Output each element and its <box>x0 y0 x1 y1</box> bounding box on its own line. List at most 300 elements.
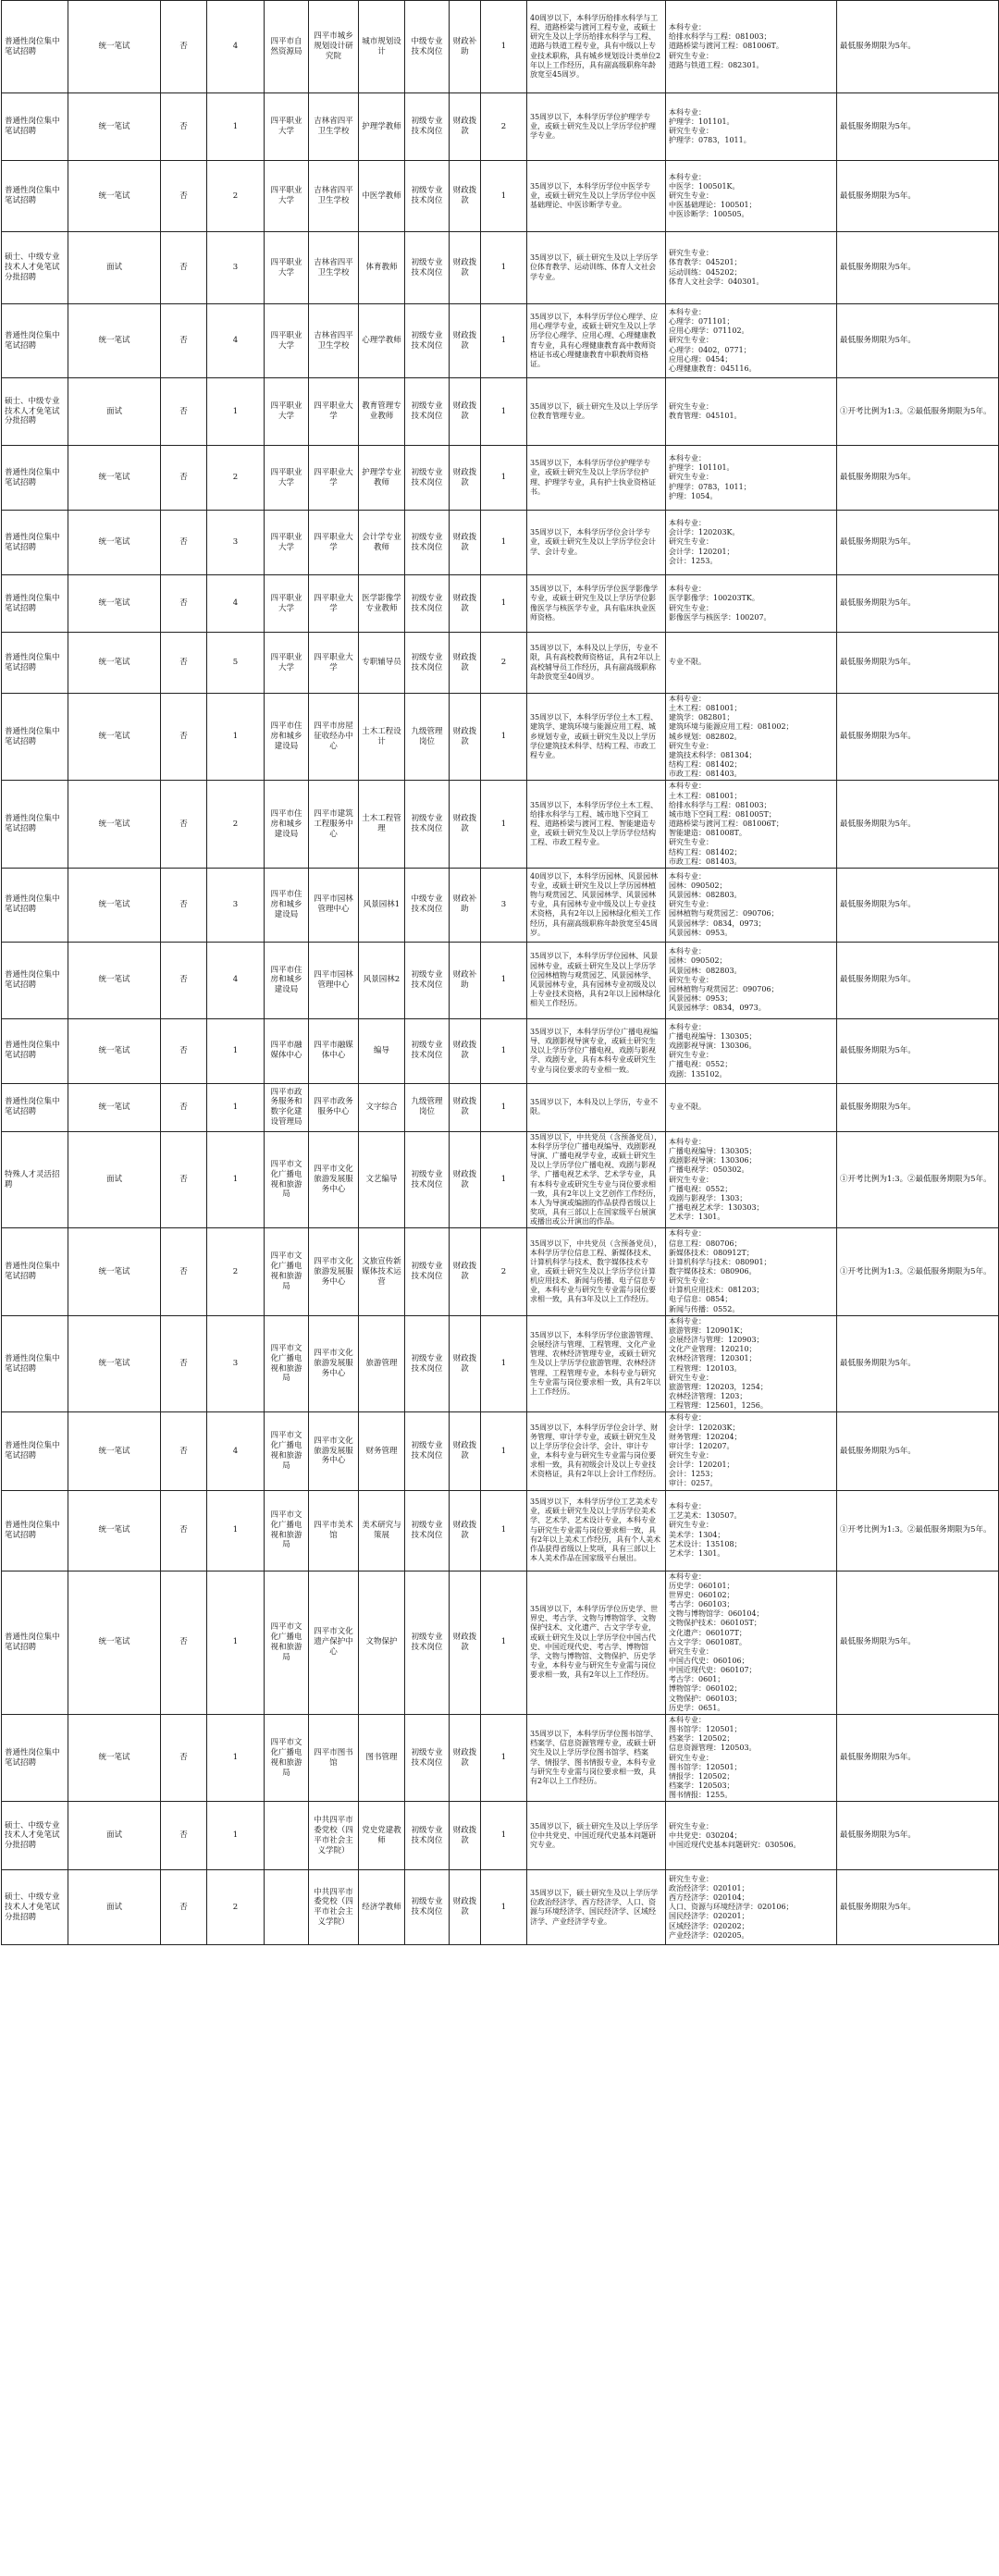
cell-requirements <box>527 1412 666 1490</box>
cell-post-name-text: 旅游管理 <box>365 1359 398 1369</box>
cell-requirements-text: 40周岁以下，本科学历园林、风景园林专业，或硕士研究生及以上学历园林植物与观赏园艺、风景园林学、风景园林专业，具有园林专业中级及以上专业技术资格，具有2年以上园林绿化相关工作经历，具有副高级职称年龄放宽至45周岁。 <box>530 871 661 937</box>
table-row <box>2 93 999 161</box>
cell-post-name-text: 风景园林2 <box>363 975 401 985</box>
table-row <box>2 1571 999 1714</box>
cell-post-number <box>207 1870 265 1945</box>
cell-unit-text: 吉林省四平卫生学校 <box>314 186 353 205</box>
cell-unit <box>309 446 359 511</box>
cell-majors-text: 本科专业： 土木工程：081001； 建筑学：082801； 建筑环境与能源应用工程：081002； 城乡规划：082802。 研究生专业： 建筑技术科学：081304； 结构工程：081402； 市政工程：081403。 <box>669 695 794 779</box>
cell-majors <box>666 1571 837 1714</box>
cell-exam-type <box>68 93 161 161</box>
cell-remote-area <box>161 378 207 446</box>
cell-post-name-text: 财务管理 <box>365 1446 398 1456</box>
cell-majors <box>666 781 837 868</box>
cell-funding <box>450 511 481 575</box>
cell-unit <box>309 1490 359 1571</box>
table-row <box>2 446 999 511</box>
cell-department-text: 四平职业大学 <box>270 593 302 613</box>
cell-recruit-mode <box>2 1315 68 1412</box>
cell-unit <box>309 1228 359 1315</box>
cell-recruit-mode <box>2 1802 68 1870</box>
cell-requirements <box>527 633 666 694</box>
cell-post-number <box>207 633 265 694</box>
cell-notes <box>837 1228 999 1315</box>
cell-funding <box>450 304 481 378</box>
cell-post-level-text: 初级专业技术岗位 <box>411 401 443 421</box>
cell-recruit-mode <box>2 1 68 93</box>
cell-headcount-text: 1 <box>500 263 507 273</box>
cell-recruit-mode-text: 普通性岗位集中笔试招聘 <box>5 1520 60 1540</box>
cell-unit-text: 四平市园林管理中心 <box>314 894 353 915</box>
cell-remote-area-text: 否 <box>179 1102 188 1112</box>
cell-majors <box>666 694 837 781</box>
cell-remote-area <box>161 1018 207 1083</box>
cell-remote-area <box>161 1315 207 1412</box>
cell-majors <box>666 378 837 446</box>
cell-requirements <box>527 1802 666 1870</box>
cell-requirements <box>527 1315 666 1412</box>
cell-post-name-text: 经济学教师 <box>362 1902 401 1912</box>
cell-unit <box>309 161 359 232</box>
table-row <box>2 1714 999 1801</box>
cell-post-name-text: 土木工程管理 <box>362 814 401 834</box>
cell-majors <box>666 633 837 694</box>
cell-headcount-text: 2 <box>500 1266 507 1276</box>
cell-funding <box>450 1571 481 1714</box>
cell-funding-text: 财政拨款 <box>452 1441 477 1461</box>
cell-notes <box>837 1 999 93</box>
table-row <box>2 1802 999 1870</box>
cell-remote-area-text: 否 <box>179 1175 188 1185</box>
cell-department-text: 四平市住房和城乡建设局 <box>270 808 302 839</box>
cell-post-name-text: 中医学教师 <box>362 191 401 201</box>
cell-exam-type <box>68 1083 161 1131</box>
cell-requirements-text: 35周岁以下，本科学历学位土木工程、建筑学、建筑环境与能源应用工程、城乡规划专业，或硕士研究生及以上学历学位建筑技术科学、结构工程、市政工程专业。 <box>530 713 659 759</box>
cell-post-name-text: 图书管理 <box>365 1753 398 1763</box>
cell-remote-area-text: 否 <box>179 537 188 548</box>
cell-exam-type-text: 统一笔试 <box>98 121 130 131</box>
cell-headcount <box>481 378 527 446</box>
cell-post-level <box>405 1571 450 1714</box>
cell-requirements-text: 35周岁以下，本科学历学位中医学专业，或硕士研究生及以上学历学位中医基础理论、中医诊断学专业。 <box>530 181 656 210</box>
cell-remote-area <box>161 868 207 942</box>
cell-majors-text: 专业不限。 <box>669 658 706 667</box>
cell-unit-text: 吉林省四平卫生学校 <box>314 117 353 136</box>
cell-unit-text: 四平市图书馆 <box>314 1747 353 1768</box>
cell-recruit-mode-text: 特殊人才灵活招聘 <box>5 1169 60 1189</box>
cell-post-name <box>359 1571 405 1714</box>
cell-department-text: 四平职业大学 <box>270 401 302 421</box>
cell-majors <box>666 1870 837 1945</box>
cell-requirements-text: 35周岁以下，本科学历学位护理学专业，或硕士研究生及以上学历学位护理、护理学专业，具有护士执业资格证书。 <box>530 459 656 496</box>
cell-post-number-text: 1 <box>232 1102 239 1112</box>
cell-post-number <box>207 1131 265 1228</box>
cell-notes <box>837 1083 999 1131</box>
cell-majors-text: 研究生专业： 中共党史：030204； 中国近现代史基本问题研究：030506。 <box>669 1821 801 1849</box>
table-row <box>2 304 999 378</box>
cell-remote-area-text: 否 <box>179 819 188 829</box>
cell-exam-type <box>68 1571 161 1714</box>
cell-requirements <box>527 1870 666 1945</box>
cell-notes-text: ①开考比例为1:3。②最低服务期限为5年。 <box>840 1175 992 1185</box>
cell-post-name <box>359 868 405 942</box>
cell-notes <box>837 633 999 694</box>
cell-post-number <box>207 1315 265 1412</box>
cell-recruit-mode <box>2 511 68 575</box>
cell-department <box>265 1228 309 1315</box>
cell-majors-text: 本科专业： 中医学：100501K。 研究生专业： 中医基础理论：100501； 中医诊断学：100505。 <box>669 172 757 219</box>
cell-requirements <box>527 378 666 446</box>
cell-exam-type-text: 面试 <box>105 1830 122 1841</box>
cell-exam-type-text: 统一笔试 <box>98 1525 130 1535</box>
cell-exam-type-text: 统一笔试 <box>98 1045 130 1055</box>
cell-post-name <box>359 1714 405 1801</box>
cell-notes <box>837 1018 999 1083</box>
cell-remote-area-text: 否 <box>179 42 188 52</box>
cell-notes-text: 最低服务期限为5年。 <box>840 899 916 909</box>
cell-recruit-mode <box>2 942 68 1018</box>
table-row <box>2 633 999 694</box>
table-row <box>2 1018 999 1083</box>
cell-funding <box>450 446 481 511</box>
cell-post-level <box>405 446 450 511</box>
cell-department-text: 四平市文化广播电视和旅游局 <box>270 1622 302 1662</box>
cell-notes-text: 最低服务期限为5年。 <box>840 336 916 346</box>
cell-recruit-mode <box>2 633 68 694</box>
cell-funding <box>450 161 481 232</box>
cell-post-number <box>207 232 265 304</box>
cell-unit <box>309 1 359 93</box>
cell-post-level <box>405 1490 450 1571</box>
cell-funding-text: 财政拨款 <box>452 652 477 672</box>
cell-funding <box>450 575 481 633</box>
cell-headcount-text: 1 <box>500 537 507 548</box>
cell-recruit-mode-text: 普通性岗位集中笔试招聘 <box>5 186 60 205</box>
cell-exam-type-text: 统一笔试 <box>98 975 130 985</box>
cell-remote-area-text: 否 <box>179 1637 188 1647</box>
cell-recruit-mode <box>2 1018 68 1083</box>
cell-exam-type-text: 统一笔试 <box>98 658 130 668</box>
cell-requirements-text: 35周岁以下，本科学历学位土木工程、给排水科学与工程、城市地下空间工程、道路桥梁与渡河工程、智能建造专业，或硕士研究生及以上学历学位结构工程、市政工程专业。 <box>530 800 659 847</box>
cell-majors <box>666 1714 837 1801</box>
cell-recruit-mode-text: 普通性岗位集中笔试招聘 <box>5 969 60 990</box>
cell-funding <box>450 868 481 942</box>
cell-post-level-text: 初级专业技术岗位 <box>411 1353 443 1374</box>
cell-remote-area <box>161 446 207 511</box>
cell-remote-area-text: 否 <box>179 1446 188 1456</box>
cell-majors-text: 本科专业： 信息工程：080706； 新媒体技术：080912T； 计算机科学与技术：080901； 数字媒体技术：080906。 研究生专业： 计算机应用技术：081203； 电子信息：0854； 新闻与传播：0552。 <box>669 1229 771 1313</box>
cell-funding-text: 财政拨款 <box>452 1041 477 1061</box>
cell-notes <box>837 1131 999 1228</box>
cell-unit-text: 四平市美术馆 <box>314 1520 353 1540</box>
cell-headcount <box>481 1083 527 1131</box>
cell-funding-text: 财政拨款 <box>452 1897 477 1917</box>
cell-headcount-text: 1 <box>500 336 507 346</box>
cell-post-name-text: 体育教师 <box>365 263 398 273</box>
cell-recruit-mode <box>2 575 68 633</box>
cell-post-number <box>207 781 265 868</box>
cell-recruit-mode-text: 普通性岗位集中笔试招聘 <box>5 36 60 56</box>
cell-requirements-text: 35周岁以下，硕士研究生及以上学历学位政治经济学、西方经济学、人口、资源与环境经济学、国民经济学、区域经济学、产业经济学专业。 <box>530 1889 659 1926</box>
cell-unit-text: 四平市文化旅游发展服务中心 <box>314 1165 353 1195</box>
cell-unit-text: 四平市文化旅游发展服务中心 <box>314 1436 353 1466</box>
cell-requirements-text: 40周岁以下，本科学历给排水科学与工程、道路桥梁与渡河工程专业，或硕士研究生及以上学历给排水科学与工程、道路与铁道工程专业，具有中级以上专业技术职称，具有城乡规划设计类单位2年以上工作经历，具有副高级职称年龄放宽至45周岁。 <box>530 13 661 79</box>
cell-post-number-text: 1 <box>232 1753 239 1763</box>
cell-post-name <box>359 304 405 378</box>
cell-department-text: 四平职业大学 <box>270 330 302 351</box>
cell-remote-area-text: 否 <box>179 598 188 609</box>
cell-unit <box>309 1083 359 1131</box>
cell-majors <box>666 1490 837 1571</box>
cell-exam-type <box>68 868 161 942</box>
cell-exam-type-text: 面试 <box>105 1902 122 1912</box>
cell-majors-text: 本科专业： 医学影像学：100203TK。 研究生专业： 影像医学与核医学：100207。 <box>669 585 771 622</box>
cell-post-name <box>359 1018 405 1083</box>
cell-notes <box>837 1802 999 1870</box>
cell-post-number-text: 2 <box>232 473 239 483</box>
cell-headcount-text: 2 <box>500 121 507 131</box>
cell-notes-text: 最低服务期限为5年。 <box>840 1637 916 1647</box>
cell-majors-text: 本科专业： 给排水科学与工程：081003； 道路桥梁与渡河工程：081006T。 研究生专业： 道路与铁道工程：082301。 <box>669 23 783 69</box>
cell-headcount-text: 1 <box>500 1637 507 1647</box>
cell-post-name-text: 党史党建教师 <box>362 1825 401 1845</box>
cell-department <box>265 232 309 304</box>
table-row <box>2 694 999 781</box>
cell-department <box>265 1802 309 1870</box>
cell-headcount <box>481 1571 527 1714</box>
cell-majors <box>666 1412 837 1490</box>
cell-headcount <box>481 93 527 161</box>
cell-requirements <box>527 1018 666 1083</box>
cell-exam-type-text: 统一笔试 <box>98 732 130 742</box>
cell-headcount-text: 1 <box>500 1045 507 1055</box>
cell-majors-text: 研究生专业： 体育教学：045201； 运动训练：045202； 体育人文社会学：040301。 <box>669 249 764 286</box>
cell-post-level <box>405 1 450 93</box>
cell-unit <box>309 93 359 161</box>
cell-remote-area <box>161 942 207 1018</box>
cell-recruit-mode-text: 普通性岗位集中笔试招聘 <box>5 532 60 552</box>
cell-notes-text: 最低服务期限为5年。 <box>840 473 916 483</box>
cell-post-level <box>405 575 450 633</box>
cell-remote-area <box>161 1571 207 1714</box>
cell-recruit-mode-text: 普通性岗位集中笔试招聘 <box>5 467 60 487</box>
cell-post-level <box>405 1412 450 1490</box>
cell-exam-type-text: 面试 <box>105 406 122 416</box>
cell-post-name <box>359 1412 405 1490</box>
cell-headcount <box>481 1714 527 1801</box>
cell-post-number-text: 5 <box>232 658 239 668</box>
cell-post-number-text: 3 <box>232 263 239 273</box>
cell-notes-text: 最低服务期限为5年。 <box>840 819 916 829</box>
cell-post-number-text: 1 <box>232 732 239 742</box>
cell-exam-type <box>68 1714 161 1801</box>
cell-unit <box>309 1714 359 1801</box>
cell-post-number <box>207 304 265 378</box>
cell-recruit-mode-text: 硕士、中级专业技术人才免笔试分批招聘 <box>5 396 60 426</box>
cell-department <box>265 1714 309 1801</box>
cell-requirements <box>527 1 666 93</box>
cell-post-name-text: 风景园林1 <box>363 899 401 909</box>
cell-funding <box>450 1802 481 1870</box>
cell-funding-text: 财政拨款 <box>452 117 477 136</box>
cell-recruit-mode <box>2 232 68 304</box>
cell-notes <box>837 511 999 575</box>
cell-post-number-text: 2 <box>232 1266 239 1276</box>
cell-majors <box>666 1 837 93</box>
cell-notes <box>837 1870 999 1945</box>
cell-remote-area <box>161 232 207 304</box>
cell-exam-type-text: 统一笔试 <box>98 537 130 548</box>
cell-recruit-mode-text: 普通性岗位集中笔试招聘 <box>5 1747 60 1768</box>
cell-recruit-mode-text: 硕士、中级专业技术人才免笔试分批招聘 <box>5 253 60 282</box>
table-row <box>2 1 999 93</box>
cell-notes-text: ①开考比例为1:3。②最低服务期限为5年。 <box>840 1266 992 1276</box>
cell-requirements-text: 35周岁以下，本科学历学位广播电视编导、戏剧影视导演专业，或硕士研究生及以上学历学位广播电视、戏剧与影视学、戏剧专业，具有本科专业或研究生专业与岗位要求的专业相一致。 <box>530 1027 659 1074</box>
cell-post-name-text: 土木工程设计 <box>362 726 401 746</box>
cell-majors <box>666 1802 837 1870</box>
cell-funding <box>450 1315 481 1412</box>
cell-notes <box>837 1490 999 1571</box>
cell-notes <box>837 446 999 511</box>
cell-notes-text: 最低服务期限为5年。 <box>840 732 916 742</box>
cell-department <box>265 378 309 446</box>
cell-funding-text: 财政拨款 <box>452 1097 477 1117</box>
cell-funding-text: 财政拨款 <box>452 257 477 277</box>
cell-notes-text: 最低服务期限为5年。 <box>840 1102 916 1112</box>
cell-post-level <box>405 1018 450 1083</box>
cell-exam-type <box>68 942 161 1018</box>
cell-funding <box>450 942 481 1018</box>
cell-majors <box>666 1018 837 1083</box>
cell-post-name-text: 美术研究与策展 <box>362 1520 401 1540</box>
cell-unit <box>309 232 359 304</box>
cell-headcount <box>481 1131 527 1228</box>
cell-remote-area-text: 否 <box>179 121 188 131</box>
cell-post-name <box>359 1083 405 1131</box>
cell-post-name-text: 文旅宣传新媒体技术运营 <box>362 1256 401 1287</box>
cell-post-name <box>359 511 405 575</box>
cell-funding <box>450 378 481 446</box>
cell-notes-text: 最低服务期限为5年。 <box>840 121 916 131</box>
cell-funding <box>450 1412 481 1490</box>
cell-exam-type <box>68 1412 161 1490</box>
cell-funding <box>450 1018 481 1083</box>
cell-post-number-text: 2 <box>232 1902 239 1912</box>
cell-majors-text: 本科专业： 护理学：101101。 研究生专业： 护理学：0783，1011。 <box>669 107 751 145</box>
cell-department <box>265 575 309 633</box>
cell-post-number-text: 3 <box>232 899 239 909</box>
cell-funding <box>450 1870 481 1945</box>
cell-department-text: 四平市文化广播电视和旅游局 <box>270 1159 302 1200</box>
cell-unit <box>309 1571 359 1714</box>
cell-notes-text: 最低服务期限为5年。 <box>840 263 916 273</box>
cell-headcount <box>481 232 527 304</box>
cell-remote-area <box>161 1870 207 1945</box>
cell-post-level-text: 九级管理岗位 <box>411 726 443 746</box>
cell-unit-text: 中共四平市委党校（四平市社会主义学院） <box>314 1887 353 1928</box>
cell-requirements-text: 35周岁以下，本科学历学位护理学专业，或硕士研究生及以上学历学位护理学专业。 <box>530 112 656 141</box>
cell-post-level <box>405 378 450 446</box>
cell-majors-text: 本科专业： 图书馆学：120501； 档案学：120502； 信息资源管理：120503。 研究生专业： 图书馆学：120501； 情报学：120502； 档案学：120503； 图书情报：1255。 <box>669 1715 757 1800</box>
cell-headcount-text: 1 <box>500 819 507 829</box>
cell-exam-type <box>68 575 161 633</box>
cell-funding-text: 财政拨款 <box>452 814 477 834</box>
cell-majors-text: 研究生专业： 政治经济学：020101； 西方经济学：020104； 人口、资源与环境经济学：020106； 国民经济学：020201； 区域经济学：020202； 产业经济学：020205。 <box>669 1874 794 1940</box>
cell-post-name-text: 心理学教师 <box>362 336 401 346</box>
cell-post-level-text: 初级专业技术岗位 <box>411 1897 443 1917</box>
cell-headcount <box>481 942 527 1018</box>
cell-unit-text: 四平职业大学 <box>314 652 353 672</box>
cell-exam-type <box>68 161 161 232</box>
cell-post-name <box>359 575 405 633</box>
cell-funding-text: 财政拨款 <box>452 186 477 205</box>
cell-headcount <box>481 1 527 93</box>
cell-department-text: 四平市政务服务和数字化建设管理局 <box>270 1087 302 1128</box>
cell-post-number <box>207 1083 265 1131</box>
cell-requirements <box>527 575 666 633</box>
cell-headcount <box>481 633 527 694</box>
cell-unit <box>309 1315 359 1412</box>
cell-post-number <box>207 694 265 781</box>
cell-remote-area-text: 否 <box>179 899 188 909</box>
cell-exam-type-text: 统一笔试 <box>98 336 130 346</box>
cell-post-name <box>359 1315 405 1412</box>
cell-headcount-text: 2 <box>500 658 507 668</box>
cell-post-name <box>359 446 405 511</box>
cell-notes <box>837 942 999 1018</box>
cell-remote-area <box>161 1228 207 1315</box>
cell-requirements <box>527 1490 666 1571</box>
cell-department-text: 四平职业大学 <box>270 467 302 487</box>
cell-notes-text: 最低服务期限为5年。 <box>840 1446 916 1456</box>
cell-post-level-text: 九级管理岗位 <box>411 1097 443 1117</box>
cell-post-number-text: 1 <box>232 1045 239 1055</box>
cell-post-name-text: 城市规划设计 <box>362 36 401 56</box>
cell-post-name-text: 编导 <box>373 1045 389 1055</box>
cell-remote-area <box>161 1412 207 1490</box>
cell-department <box>265 1131 309 1228</box>
cell-majors <box>666 1228 837 1315</box>
cell-funding-text: 财政拨款 <box>452 726 477 746</box>
cell-remote-area-text: 否 <box>179 1266 188 1276</box>
cell-exam-type <box>68 511 161 575</box>
cell-exam-type <box>68 446 161 511</box>
cell-unit <box>309 1802 359 1870</box>
cell-post-number-text: 2 <box>232 819 239 829</box>
cell-post-number <box>207 575 265 633</box>
cell-post-number-text: 1 <box>232 1830 239 1841</box>
cell-post-number-text: 1 <box>232 1525 239 1535</box>
cell-department-text: 四平市文化广播电视和旅游局 <box>270 1510 302 1550</box>
cell-majors-text: 研究生专业： 教育管理：045101。 <box>669 401 742 420</box>
cell-requirements <box>527 1228 666 1315</box>
cell-unit <box>309 378 359 446</box>
cell-recruit-mode-text: 普通性岗位集中笔试招聘 <box>5 814 60 834</box>
cell-requirements <box>527 1714 666 1801</box>
cell-post-number <box>207 1571 265 1714</box>
cell-post-level <box>405 1083 450 1131</box>
cell-recruit-mode <box>2 446 68 511</box>
cell-recruit-mode-text: 普通性岗位集中笔试招聘 <box>5 1441 60 1461</box>
cell-notes <box>837 304 999 378</box>
cell-unit-text: 四平职业大学 <box>314 467 353 487</box>
cell-funding-text: 财政拨款 <box>452 532 477 552</box>
cell-requirements-text: 35周岁以下，中共党员（含预备党员），本科学历学位信息工程、新媒体技术、计算机科学与技术、数字媒体技术专业，或硕士研究生及以上学历学位计算机应用技术、新闻与传播、电子信息专业，本科专业与研究生专业需与岗位要求相一致，具有3年及以上工作经历。 <box>530 1239 662 1304</box>
cell-post-number-text: 1 <box>232 1175 239 1185</box>
cell-post-number <box>207 511 265 575</box>
cell-notes-text: 最低服务期限为5年。 <box>840 191 916 201</box>
cell-post-level-text: 初级专业技术岗位 <box>411 652 443 672</box>
